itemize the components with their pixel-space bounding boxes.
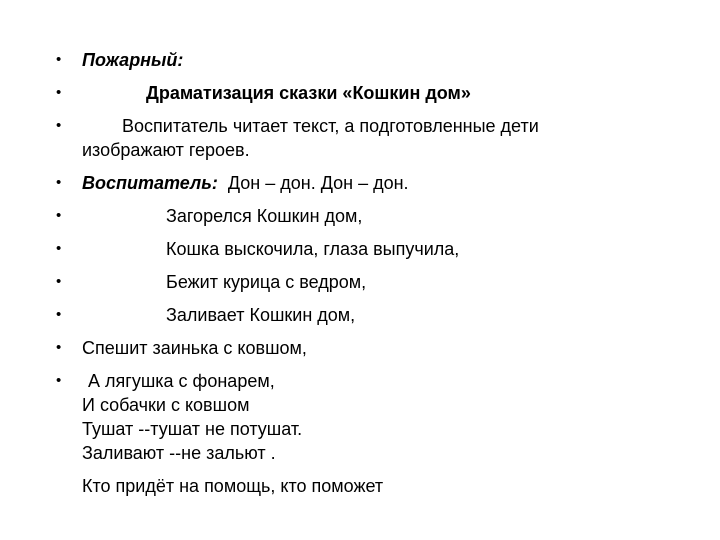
- bullet-list: [56, 48, 696, 465]
- bullet-icon: •: [56, 273, 62, 290]
- bullet-item-verse: [56, 303, 696, 327]
- dramatization-title: Драматизация сказки «Кошкин дом»: [146, 83, 471, 103]
- verse-line: Тушат --тушат не потушат.: [82, 419, 303, 439]
- bullet-item-verse: [56, 237, 696, 261]
- bullet-item-role-firefighter: [56, 48, 696, 72]
- role-label-teacher: Воспитатель:: [82, 173, 218, 193]
- bullet-item-title: [56, 81, 696, 105]
- verse-line: Заливают --не зальют .: [82, 443, 276, 463]
- bullet-icon: •: [56, 372, 62, 389]
- verse-line: Кошка выскочила, глаза выпучила,: [166, 239, 460, 259]
- verse-line: Дон – дон. Дон – дон.: [227, 173, 409, 193]
- bullet-icon: •: [56, 207, 62, 224]
- bullet-item-verse-stanza: [56, 369, 696, 465]
- instructions-line-2: изображают героев.: [82, 140, 250, 160]
- verse-tail-line: Кто придёт на помощь, кто поможет: [82, 476, 384, 496]
- bullet-item-teacher: [56, 171, 696, 195]
- bullet-icon: •: [56, 84, 62, 101]
- verse-line: Бежит курица с ведром,: [166, 272, 367, 292]
- verse-line: Спешит заинька с ковшом,: [82, 338, 307, 358]
- verse-line: Заливает Кошкин дом,: [166, 305, 356, 325]
- bullet-icon: •: [56, 174, 62, 191]
- bullet-item-instructions: [56, 114, 696, 162]
- bullet-icon: •: [56, 306, 62, 323]
- bullet-item-verse: [56, 336, 696, 360]
- bullet-icon: •: [56, 117, 62, 134]
- slide-content: [56, 48, 696, 498]
- bullet-icon: •: [56, 51, 62, 68]
- verse-line: Загорелся Кошкин дом,: [166, 206, 363, 226]
- verse-line: И собачки с ковшом: [82, 395, 250, 415]
- bullet-icon: •: [56, 240, 62, 257]
- verse-line: А лягушка с фонарем,: [88, 371, 275, 391]
- instructions-line-1: Воспитатель читает текст, а подготовленные дети: [122, 116, 539, 136]
- bullet-icon: •: [56, 339, 62, 356]
- bullet-item-verse: [56, 204, 696, 228]
- bullet-item-verse: [56, 270, 696, 294]
- role-label-firefighter: Пожарный:: [82, 50, 184, 70]
